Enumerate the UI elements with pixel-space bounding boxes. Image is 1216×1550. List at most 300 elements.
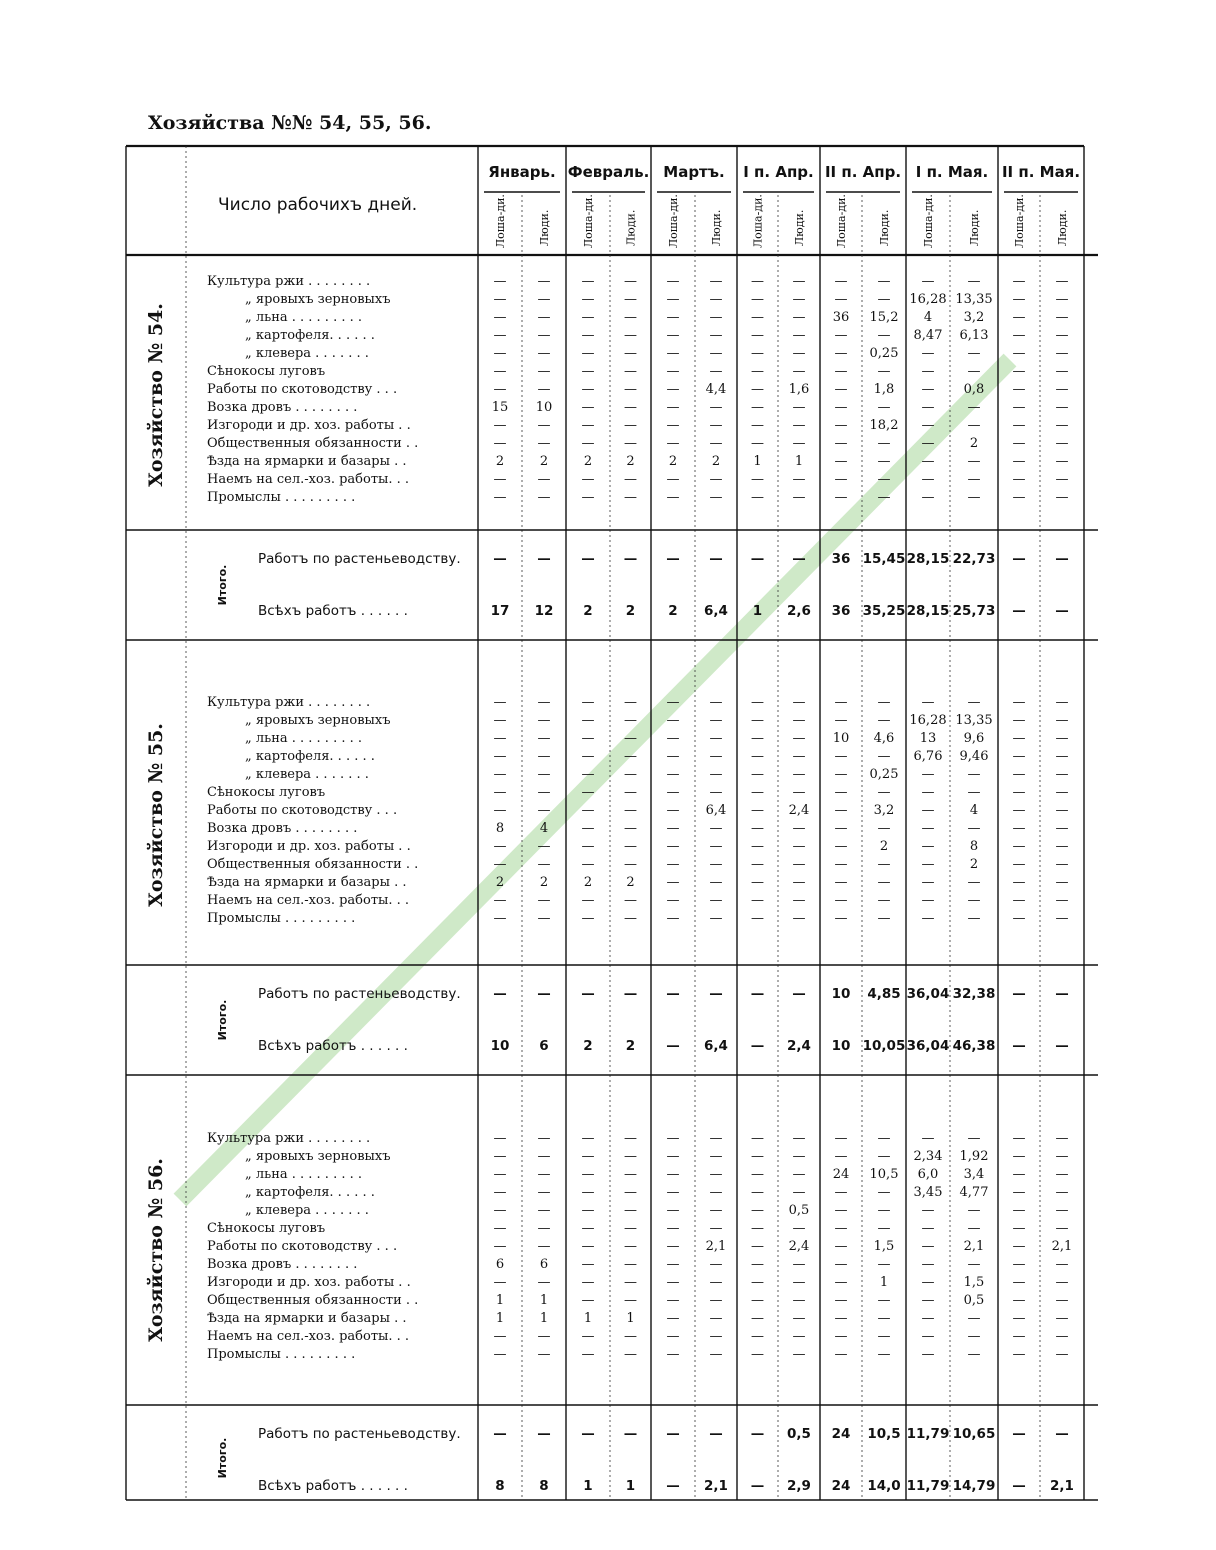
table-cell: — [834,749,848,764]
table-cell: — [709,274,723,289]
table-cell: — [666,418,680,433]
table-cell: 15,2 [869,310,899,325]
table-cell: 13,35 [955,292,993,307]
table-header [218,163,1080,248]
table-cell: — [792,1293,806,1308]
table-cell: — [624,785,637,800]
table-cell: 2 [539,454,549,469]
table-cell: — [834,875,848,890]
table-cell: — [834,713,848,728]
table-cell: 1,5 [963,1275,985,1290]
total-cell: 6,4 [704,603,728,619]
table-cell: — [921,1239,935,1254]
sub-header-people: Люди. [538,209,551,246]
total-cell: — [666,986,680,1002]
table-cell: — [493,1275,507,1290]
table-cell: — [792,1185,806,1200]
table-cell: — [493,1149,507,1164]
table-cell: — [709,1131,723,1146]
table-cell: — [1055,1185,1069,1200]
table-cell: — [751,911,764,926]
total-cell: 2 [583,1038,593,1054]
table-cell: — [666,1221,680,1236]
total-cell: 10,5 [867,1426,901,1442]
table-cell: — [792,1329,806,1344]
table-cell: — [877,454,891,469]
table-cell: — [581,418,595,433]
table-cell: — [709,364,723,379]
table-cell: — [751,436,764,451]
table-cell: — [921,1257,935,1272]
table-cell: 18,2 [869,418,899,433]
row-label: „ льна . . . . . . . . . [245,731,362,746]
total-cell: 14,0 [867,1478,901,1494]
table-cell: — [537,1275,551,1290]
total-cell: 24 [831,1478,851,1494]
table-cell: — [537,292,551,307]
table-cell: — [921,785,935,800]
table-cell: — [581,857,595,872]
table-cell: — [537,731,551,746]
total-cell: — [493,551,507,567]
table-cell: 13,35 [955,713,993,728]
table-cell: 2,1 [705,1239,727,1254]
sub-header-horses: Лоша-ди. [667,194,680,248]
table-cell: — [877,1311,891,1326]
table-cell: — [921,472,935,487]
table-cell: — [1055,310,1069,325]
table-cell: — [1055,472,1069,487]
total-cell: — [792,551,806,567]
total-label-plant: Работъ по растеньеводству. [258,1426,461,1442]
table-cell: — [666,472,680,487]
table-cell: — [1055,1221,1069,1236]
total-cell: 11,79 [906,1478,950,1494]
sub-header-horses: Лоша-ди. [922,194,935,248]
table-cell: 2,1 [963,1239,985,1254]
table-cell: — [751,274,764,289]
table-cell: 8 [495,821,505,836]
table-cell: — [967,418,981,433]
table-cell: — [709,472,723,487]
table-cell: — [1055,364,1069,379]
total-cell: 2 [668,603,678,619]
table-cell: — [792,839,806,854]
table-cell: — [834,803,848,818]
total-label-plant: Работъ по растеньеводству. [258,551,461,567]
table-cell: — [709,857,723,872]
table-cell: — [666,767,680,782]
total-cell: 36 [831,551,851,567]
table-cell: — [624,1167,637,1182]
total-cell: 14,79 [952,1478,996,1494]
table-cell: 4,6 [873,731,895,746]
table-cell: — [751,292,764,307]
total-cell: 4,85 [867,986,901,1002]
row-label: Общественныя обязанности . . [207,436,419,451]
table-cell: — [709,310,723,325]
table-cell: — [792,893,806,908]
table-cell: — [1012,1311,1026,1326]
month-header: II п. Апр. [824,163,902,181]
table-cell: — [581,292,595,307]
table-cell: 1 [539,1311,549,1326]
table-cell: — [792,1131,806,1146]
total-cell: — [493,986,507,1002]
table-cell: — [751,749,764,764]
table-cell: — [877,821,891,836]
table-cell: — [877,364,891,379]
table-cell: — [967,274,981,289]
month-header: Февраль. [567,163,650,181]
table-cell: — [1055,785,1069,800]
itogo-label: Итого. [216,1437,229,1479]
table-cell: — [1012,893,1026,908]
table-cell: — [1055,1275,1069,1290]
table-cell: — [537,767,551,782]
table-cell: — [709,821,723,836]
table-cell: — [666,803,680,818]
table-cell: 2,34 [913,1149,943,1164]
table-cell: — [1012,346,1026,361]
table-cell: — [537,1239,551,1254]
total-cell: — [493,1426,507,1442]
table-cell: — [493,713,507,728]
table-cell: — [709,1293,723,1308]
total-cell: — [623,1426,638,1442]
table-cell: — [967,875,981,890]
table-cell: — [1012,292,1026,307]
table-cell: — [1012,1185,1026,1200]
table-cell: — [581,695,595,710]
table-cell: 2 [583,875,593,890]
row-label: Ѣзда на ярмарки и базары . . [207,454,407,469]
table-cell: — [1012,1167,1026,1182]
total-cell: — [1012,1426,1026,1442]
table-cell: — [877,875,891,890]
table-cell: 2 [495,454,505,469]
table-cell: — [1012,875,1026,890]
table-cell: — [624,292,637,307]
total-cell: — [666,551,680,567]
table-cell: — [709,1185,723,1200]
table-cell: — [537,1167,551,1182]
table-cell: — [537,1131,551,1146]
total-cell: 2,1 [704,1478,728,1494]
table-cell: 1,5 [873,1239,895,1254]
table-cell: — [493,695,507,710]
table-cell: — [1055,436,1069,451]
table-cell: — [967,1131,981,1146]
table-cell: — [709,911,723,926]
row-label: Промыслы . . . . . . . . . [207,1347,356,1362]
table-cell: — [493,1239,507,1254]
total-cell: 1 [625,1478,636,1494]
table-cell: 24 [832,1167,850,1182]
table-cell: 4,4 [705,382,727,397]
table-cell: — [493,1203,507,1218]
table-cell: — [834,1131,848,1146]
table-cell: — [877,1185,891,1200]
total-cell: 36 [831,603,851,619]
table-cell: 3,2 [963,310,985,325]
table-cell: — [967,472,981,487]
table-cell: — [709,839,723,854]
table-cell: 6 [495,1257,505,1272]
table-cell: — [709,1275,723,1290]
row-label: Возка дровъ . . . . . . . . [207,400,358,415]
farm-name: Хозяйство № 54. [145,303,167,487]
table-cell: — [751,1257,764,1272]
table-cell: — [1012,400,1026,415]
table-cell: — [666,436,680,451]
table-cell: — [581,785,595,800]
table-cell: — [1012,785,1026,800]
table-cell: — [537,364,551,379]
table-cell: — [1055,1311,1069,1326]
total-cell: 15,45 [862,551,906,567]
table-cell: — [834,767,848,782]
table-cell: — [877,1257,891,1272]
table-cell: — [921,803,935,818]
table-cell: — [581,749,595,764]
row-label: Наемъ на сел.-хоз. работы. . . [207,893,410,908]
table-cell: — [624,418,637,433]
table-cell: — [666,346,680,361]
table-cell: — [921,364,935,379]
table-cell: — [834,292,848,307]
table-cell: — [751,364,764,379]
table-cell: — [877,1203,891,1218]
table-cell: — [1012,1203,1026,1218]
table-cell: — [493,1167,507,1182]
table-cell: — [921,1347,935,1362]
table-cell: — [493,418,507,433]
table-cell: — [493,911,507,926]
table-cell: — [877,1149,891,1164]
table-cell: — [792,911,806,926]
table-cell: — [1055,292,1069,307]
farm-section [145,695,1069,1054]
total-cell: 1 [752,603,763,619]
total-label-all: Всѣхъ работъ . . . . . . [258,1478,408,1494]
sub-header-people: Люди. [793,209,806,246]
table-cell: — [751,857,764,872]
table-cell: — [709,418,723,433]
table-cell: — [581,821,595,836]
table-cell: — [921,382,935,397]
table-cell: — [921,1275,935,1290]
table-cell: 36 [832,310,850,325]
table-cell: — [624,713,637,728]
month-header: Январь. [488,163,556,181]
total-cell: 25,73 [952,603,996,619]
table-cell: — [493,364,507,379]
table-cell: — [834,1203,848,1218]
table-cell: — [834,418,848,433]
table-cell: — [581,1221,595,1236]
table-cell: 1,8 [873,382,895,397]
table-cell: — [921,274,935,289]
table-cell: — [921,418,935,433]
table-cell: — [1012,749,1026,764]
table-cell: 15 [491,400,509,415]
table-cell: — [877,436,891,451]
table-cell: 4,77 [959,1185,989,1200]
sub-header-horses: Лоша-ди. [751,194,765,248]
sub-header-horses: Лоша-ди. [835,194,848,248]
total-cell: 10 [490,1038,510,1054]
table-cell: — [967,767,981,782]
table-cell: 4 [969,803,979,818]
total-cell: 22,73 [952,551,996,567]
table-cell: — [921,821,935,836]
table-cell: 0,5 [788,1203,810,1218]
table-cell: 2,4 [788,803,810,818]
table-cell: 0,25 [869,346,899,361]
total-cell: — [750,1478,765,1494]
total-cell: — [750,1038,765,1054]
table-cell: — [751,731,764,746]
table-cell: — [537,346,551,361]
table-cell: 2 [626,454,635,469]
table-cell: 6,0 [917,1167,939,1182]
table-cell: 1,6 [788,382,810,397]
table-cell: — [792,346,806,361]
page-title: Хозяйства №№ 54, 55, 56. [148,112,432,134]
table-cell: — [709,875,723,890]
total-cell: — [623,986,638,1002]
row-label: „ клевера . . . . . . . [245,767,369,782]
table-cell: 6,76 [913,749,943,764]
total-cell: — [537,1426,551,1442]
table-cell: — [493,1185,507,1200]
table-cell: 1 [495,1293,505,1308]
table-cell: — [967,454,981,469]
table-cell: — [877,713,891,728]
table-cell: 0,5 [963,1293,985,1308]
total-cell: — [792,986,806,1002]
total-cell: — [1055,986,1069,1002]
table-cell: — [1012,1221,1026,1236]
table-cell: — [666,1257,680,1272]
table-cell: — [751,1149,764,1164]
table-cell: — [751,1311,764,1326]
total-cell: 28,15 [906,603,950,619]
table-cell: — [1055,713,1069,728]
table-cell: — [834,472,848,487]
row-label: Возка дровъ . . . . . . . . [207,821,358,836]
total-cell: 0,5 [787,1426,811,1442]
table-cell: — [1012,490,1026,505]
row-label: Культура ржи . . . . . . . . [207,695,371,710]
table-cell: — [1012,328,1026,343]
table-cell: — [751,821,764,836]
table-cell: 6,4 [705,803,727,818]
table-cell: — [493,346,507,361]
header-label: Число рабочихъ дней. [218,195,418,215]
row-label: Общественныя обязанности . . [207,857,419,872]
total-cell: 32,38 [952,986,996,1002]
table-cell: — [493,472,507,487]
table-cell: — [792,310,806,325]
sub-header-people: Люди. [878,209,891,246]
sub-header-people: Люди. [1056,209,1069,246]
table-cell: — [1012,454,1026,469]
total-cell: — [709,986,723,1002]
table-cell: — [921,875,935,890]
table-cell: — [877,1221,891,1236]
table-cell: — [921,1131,935,1146]
table-cell: — [1055,400,1069,415]
table-cell: — [834,1275,848,1290]
total-cell: 8 [495,1478,505,1494]
row-label: „ картофеля. . . . . . [245,328,375,343]
table-cell: — [1012,911,1026,926]
table-cell: — [624,1347,637,1362]
table-cell: — [834,1239,848,1254]
table-cell: — [1055,1149,1069,1164]
total-cell: — [750,986,765,1002]
table-cell: — [921,436,935,451]
table-cell: — [1055,1203,1069,1218]
total-cell: 10,05 [862,1038,906,1054]
table-cell: — [709,436,723,451]
table-cell: — [1055,695,1069,710]
table-cell: — [709,695,723,710]
row-label: Ѣзда на ярмарки и базары . . [207,875,407,890]
table-cell: — [1055,767,1069,782]
table-cell: — [967,1311,981,1326]
table-cell: — [709,490,723,505]
table-cell: — [493,1329,507,1344]
total-cell: 24 [831,1426,851,1442]
table-cell: — [834,839,848,854]
table-cell: — [792,695,806,710]
total-label-all: Всѣхъ работъ . . . . . . [258,1038,408,1054]
table-cell: — [666,1275,680,1290]
table-cell: — [834,1185,848,1200]
table-cell: — [666,839,680,854]
table-cell: — [967,821,981,836]
table-cell: — [751,1167,764,1182]
itogo-label: Итого. [216,564,229,606]
row-label: Культура ржи . . . . . . . . [207,1131,371,1146]
table-cell: — [921,1311,935,1326]
table-cell: — [1012,418,1026,433]
table-cell: — [537,749,551,764]
table-cell: — [834,785,848,800]
table-cell: — [1055,1293,1069,1308]
table-cell: 3,45 [913,1185,943,1200]
table-cell: — [877,472,891,487]
table-cell: 2 [969,436,979,451]
table-cell: — [581,1185,595,1200]
table-cell: — [581,400,595,415]
table-cell: — [834,695,848,710]
table-cell: — [666,274,680,289]
table-cell: — [751,400,764,415]
total-cell: 6,4 [704,1038,728,1054]
table-cell: — [624,803,637,818]
table-cell: — [581,1293,595,1308]
row-label: „ яровыхъ зерновыхъ [245,292,391,307]
table-cell: — [1055,490,1069,505]
table-cell: 2 [969,857,979,872]
farm-section [145,274,1069,619]
table-cell: — [834,1329,848,1344]
total-cell: — [581,986,595,1002]
